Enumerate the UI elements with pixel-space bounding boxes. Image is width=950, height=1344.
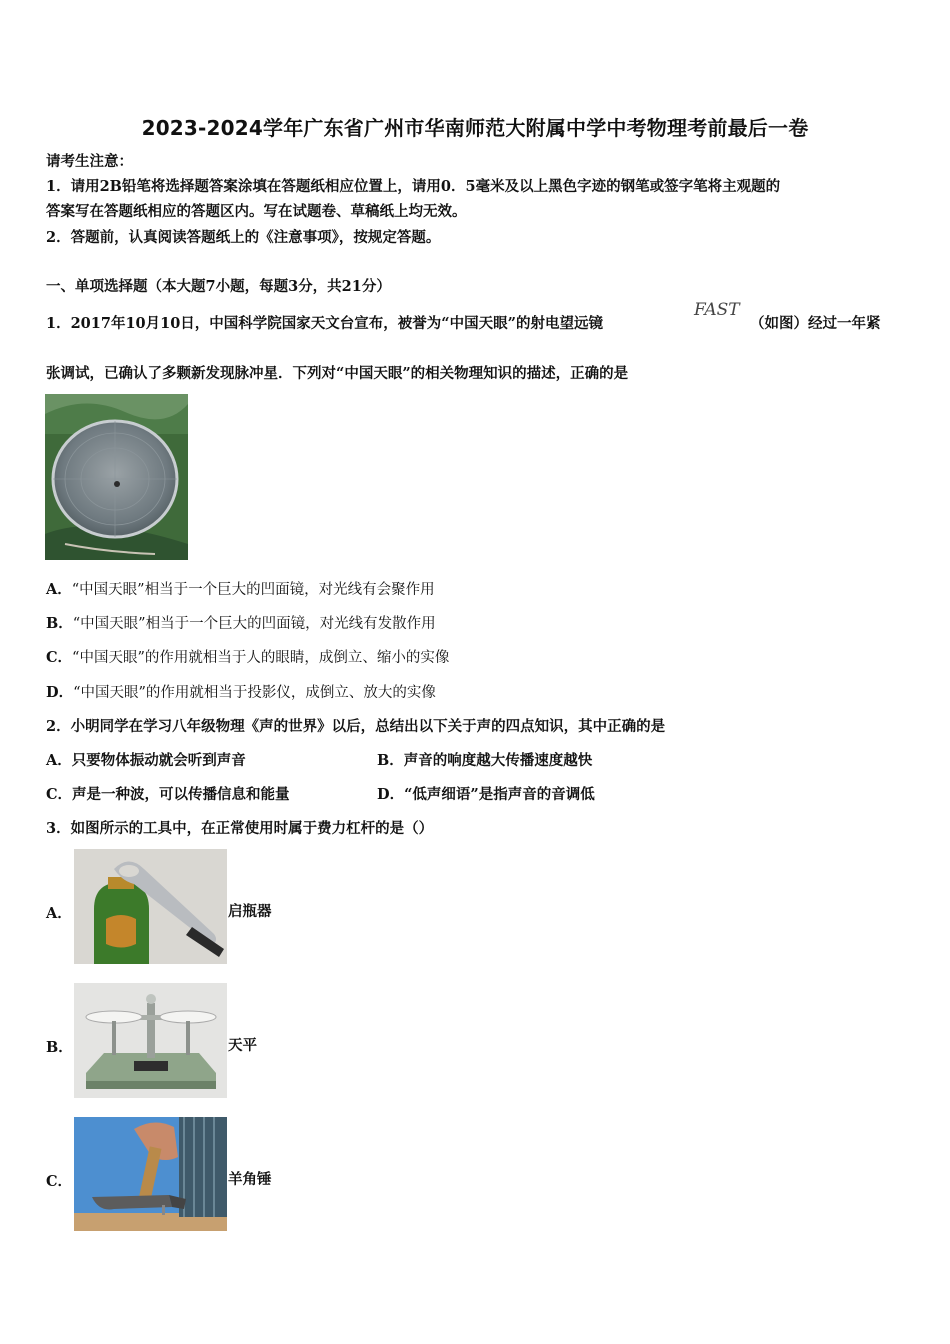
option-label: C． [46, 649, 73, 666]
option-text: “低声细语”是指声音的音调低 [404, 786, 595, 803]
q2-option-a [46, 751, 246, 771]
bottle-opener-photo [74, 849, 227, 964]
option-label: B． [377, 752, 404, 769]
q2-option-b [377, 751, 592, 771]
notice-item-1-line-2: 答案写在答题纸相应的答题区内。写在试题卷、草稿纸上均无效。 [46, 203, 467, 220]
q1-option-d [46, 683, 436, 703]
section-heading: 一、单项选择题（本大题7小题，每题3分，共21分） [46, 278, 391, 295]
q3-option-a-caption: 启瓶器 [228, 903, 272, 920]
notice-item-1-line-1: 1．请用2B铅笔将选择题答案涂填在答题纸相应位置上，请用0．5毫米及以上黑色字迹的钢笔或签字笔将主观题的 [46, 178, 781, 195]
fast-formula: FAST [694, 300, 740, 320]
q2-option-d [377, 785, 595, 805]
q1-option-a [46, 580, 435, 600]
option-text: “中国天眼”的作用就相当于人的眼睛，成倒立、缩小的实像 [72, 650, 450, 666]
option-text: “中国天眼”的作用就相当于投影仪，成倒立、放大的实像 [73, 685, 436, 701]
option-text: 声是一种波，可以传播信息和能量 [72, 786, 290, 803]
fast-telescope-photo [45, 394, 188, 560]
option-label: D． [46, 684, 74, 701]
q3-option-b-label: B． [46, 1039, 73, 1056]
page-title: 2023-2024学年广东省广州市华南师范大附属中学中考物理考前最后一卷 [141, 116, 809, 140]
option-text: 只要物体振动就会听到声音 [71, 752, 246, 769]
q3-option-c-caption: 羊角锤 [228, 1171, 272, 1188]
q3-stem: 3．如图所示的工具中，在正常使用时属于费力杠杆的是（） [46, 820, 434, 837]
q3-option-c-label: C． [46, 1173, 73, 1190]
q1-option-b [46, 614, 436, 634]
notice-heading: 请考生注意： [46, 153, 133, 170]
q1-stem-line-2: 张调试，已确认了多颗新发现脉冲星．下列对“中国天眼”的相关物理知识的描述，正确的是 [46, 365, 629, 382]
balance-scale-photo [74, 983, 227, 1098]
claw-hammer-photo [74, 1117, 227, 1231]
option-label: A． [46, 581, 72, 598]
option-label: B． [46, 615, 73, 632]
q3-option-a-label: A． [46, 905, 72, 922]
option-text: “中国天眼”相当于一个巨大的凹面镜，对光线有会聚作用 [71, 582, 435, 598]
q2-option-c [46, 785, 290, 805]
option-text: “中国天眼”相当于一个巨大的凹面镜，对光线有发散作用 [72, 616, 436, 632]
q1-option-c [46, 648, 449, 668]
notice-item-2: 2．答题前，认真阅读答题纸上的《注意事项》，按规定答题。 [46, 229, 441, 246]
q1-stem-part-2: （如图）经过一年紧 [750, 315, 881, 332]
option-label: C． [46, 786, 73, 803]
q1-stem-part-1: 1．2017年10月10日，中国科学院国家天文台宣布，被誉为“中国天眼”的射电望远镜 [46, 315, 603, 332]
option-label: D． [377, 786, 405, 803]
q3-option-b-caption: 天平 [228, 1037, 257, 1054]
q2-stem: 2．小明同学在学习八年级物理《声的世界》以后，总结出以下关于声的四点知识，其中正确的是 [46, 718, 666, 735]
option-text: 声音的响度越大传播速度越快 [403, 752, 593, 769]
option-label: A． [46, 752, 72, 769]
